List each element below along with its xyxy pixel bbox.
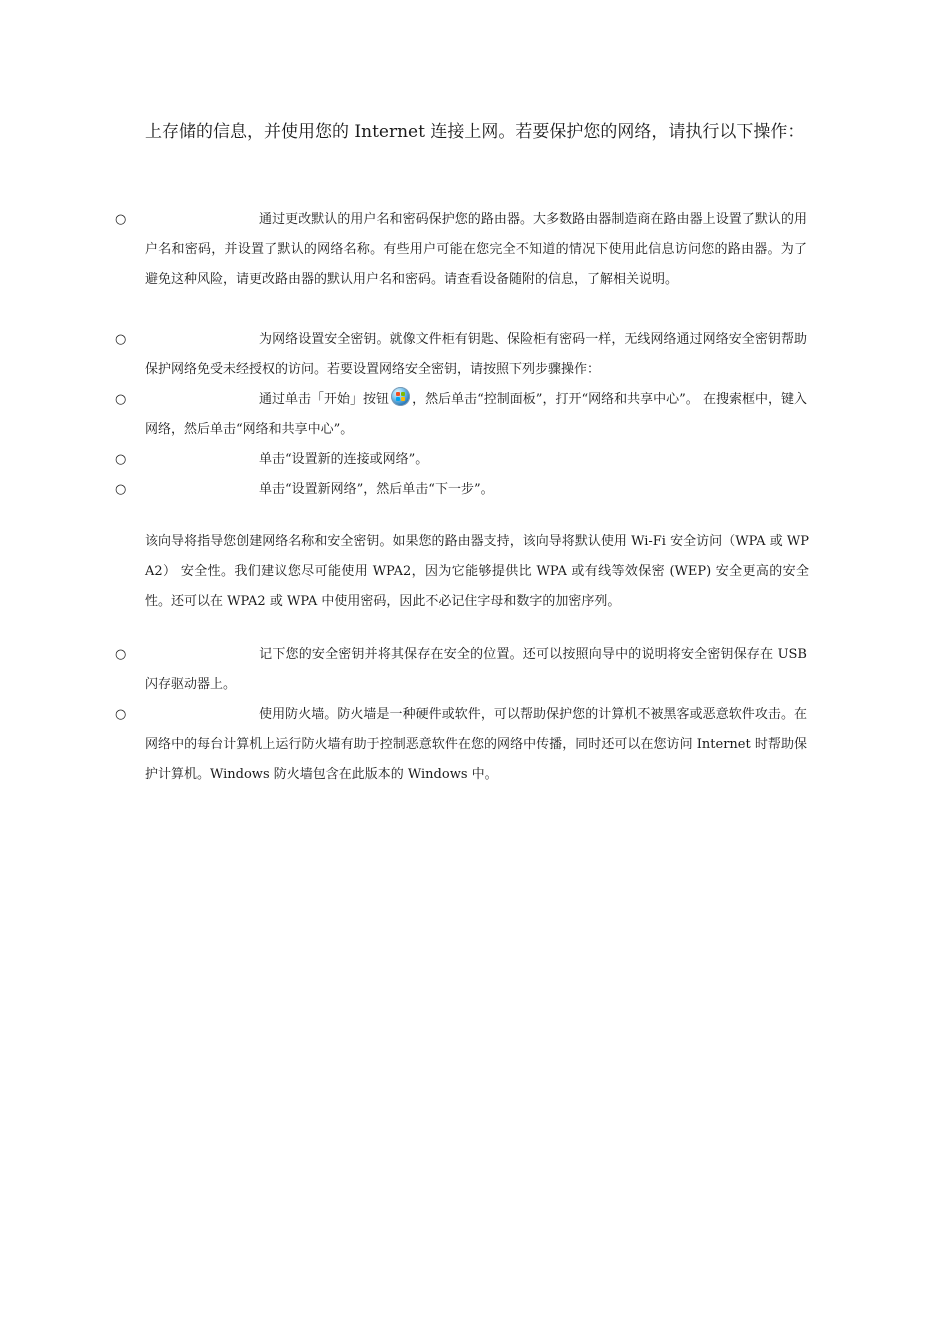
- list-item-setup-new-connection: [115, 445, 807, 475]
- list-item-set-security-key: [115, 325, 807, 385]
- list-item-text: 单击“设置新的连接或网络”。: [259, 452, 429, 467]
- list-item-text: 通过单击「开始」按钮: [259, 392, 390, 407]
- list-item-use-firewall: [115, 700, 807, 790]
- list-item-change-router-password: [115, 205, 807, 295]
- intro-paragraph: 上存储的信息，并使用您的 Internet 连接上网。若要保护您的网络，请执行以下操作：: [145, 122, 805, 142]
- bullet-icon: ○: [115, 212, 127, 227]
- list-item-text: 记下您的安全密钥并将其保存在安全的位置。还可以按照向导中的说明将安全密钥保存在 USB 闪存驱动器上。: [145, 647, 807, 692]
- list-item-text: 单击“设置新网络”，然后单击“下一步”。: [259, 482, 494, 497]
- list-item-text-continued: ，然后单击“控制面板”，打开“网络和共享中心”。 在搜索框中，键入网络，然后单击“网络和共享中心”。: [145, 392, 807, 437]
- bullet-icon: ○: [115, 452, 127, 467]
- wizard-note-paragraph: 该向导将指导您创建网络名称和安全密钥。如果您的路由器支持，该向导将默认使用 Wi-Fi 安全访问（WPA 或 WPA2） 安全性。我们建议您尽可能使用 WPA2，因为它能够提供比 WPA 或有线等效保密 (WEP) 安全更高的安全性。还可以在 WPA2 或 WPA 中使用密码，因此不必记住字母和数字的加密序列。: [145, 534, 809, 609]
- windows-start-orb-icon: [391, 387, 410, 406]
- list-item-text: 使用防火墙。防火墙是一种硬件或软件，可以帮助保护您的计算机不被黑客或恶意软件攻击。在网络中的每台计算机上运行防火墙有助于控制恶意软件在您的网络中传播，同时还可以在您访问 Internet 时帮助保护计算机。Windows 防火墙包含在此版本的 Windows 中。: [145, 707, 807, 782]
- bullet-icon: ○: [115, 482, 127, 497]
- list-item-open-network-center: [115, 385, 807, 445]
- bullet-icon: ○: [115, 392, 127, 407]
- bullet-icon: ○: [115, 332, 127, 347]
- list-item-setup-new-network: [115, 475, 807, 505]
- bullet-icon: ○: [115, 707, 127, 722]
- list-item-text: 通过更改默认的用户名和密码保护您的路由器。大多数路由器制造商在路由器上设置了默认的用户名和密码，并设置了默认的网络名称。有些用户可能在您完全不知道的情况下使用此信息访问您的路由器。为了避免这种风险，请更改路由器的默认用户名和密码。请查看设备随附的信息，了解相关说明。: [145, 212, 807, 287]
- list-item-text: 为网络设置安全密钥。就像文件柜有钥匙、保险柜有密码一样，无线网络通过网络安全密钥帮助保护网络免受未经授权的访问。若要设置网络安全密钥，请按照下列步骤操作：: [145, 332, 807, 377]
- list-item-record-security-key: [115, 640, 807, 700]
- bullet-icon: ○: [115, 647, 127, 662]
